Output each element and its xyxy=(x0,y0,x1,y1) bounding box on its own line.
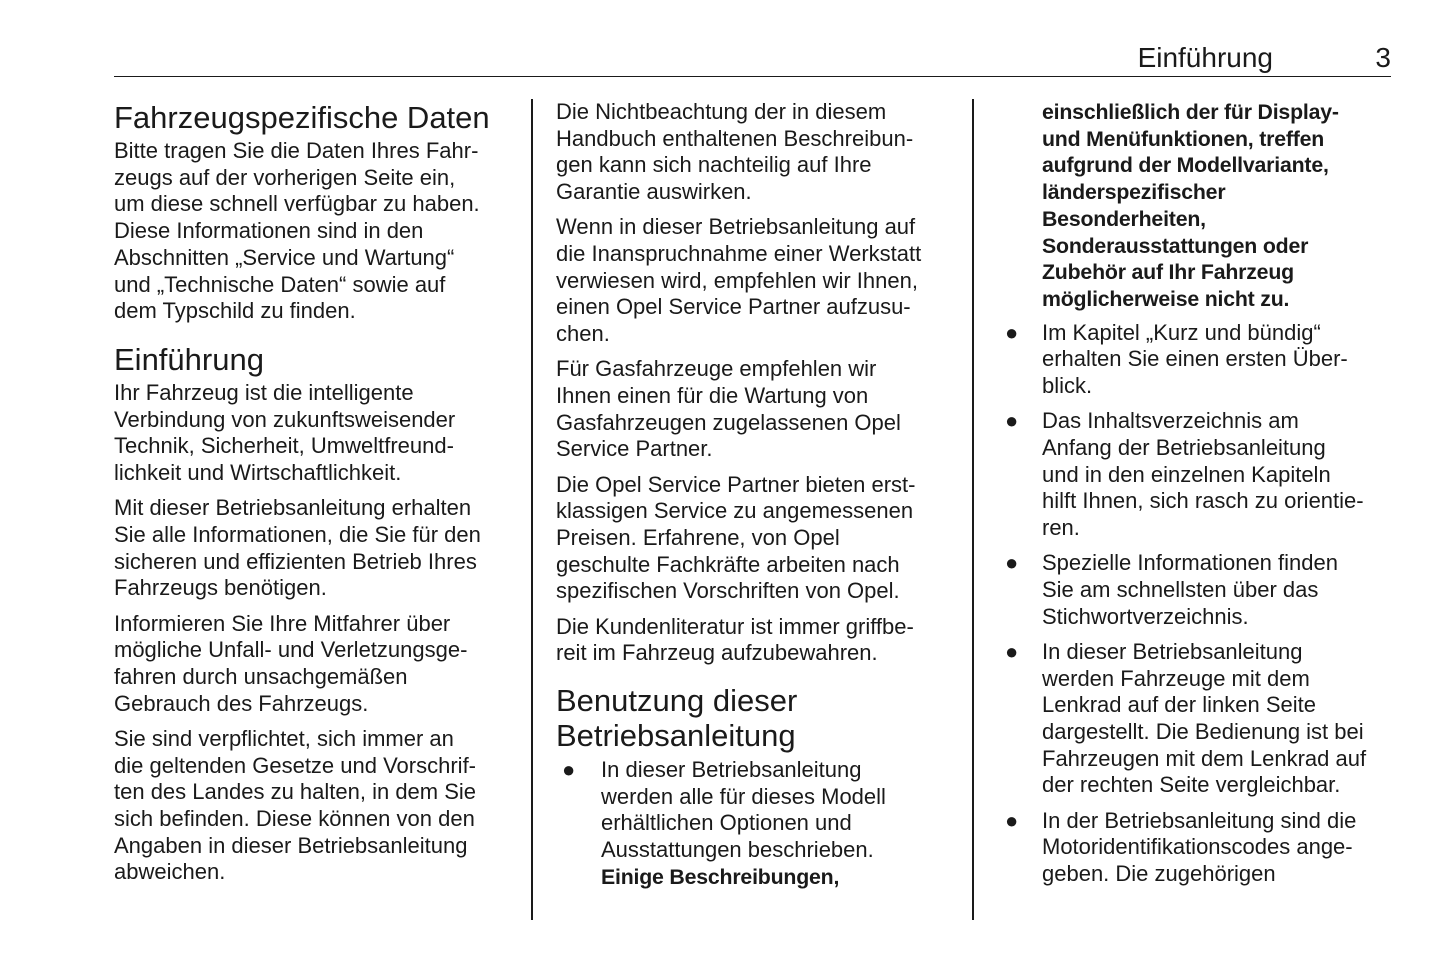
list-item-text: Spezielle Informationen finden Sie am schnellsten über das Stichwortverzeichnis. xyxy=(1042,550,1338,629)
bullet-icon: ● xyxy=(1005,408,1019,434)
column-middle xyxy=(556,99,956,899)
list-item-text: In dieser Betriebsanleitung werden Fahrzeuge mit dem Lenkrad auf der linken Seite dargestellt. Die Bedienung ist bei Fahrzeugen mit dem Lenkrad auf der rechten Seite vergleichbar. xyxy=(1042,638,1367,798)
column-divider xyxy=(972,99,974,920)
section-title: Einführung xyxy=(1137,42,1273,73)
list-item xyxy=(1003,320,1397,400)
paragraph: Die Kundenliteratur ist immer griffbe- reit im Fahrzeug aufzubewahren. xyxy=(556,613,914,666)
paragraph: Wenn in dieser Betriebsanleitung auf die Inanspruchnahme einer Werkstatt verwiesen wird, empfehlen wir Ihnen, einen Opel Service Partner aufzusu- chen. xyxy=(556,214,922,347)
list-item xyxy=(1003,550,1397,630)
list-item-text: In dieser Betriebsanleitung werden alle für dieses Modell erhältlichen Optionen und Ausstattungen beschrieben. xyxy=(601,757,886,863)
paragraph: Sie sind verpflichtet, sich immer an die geltenden Gesetze und Vorschrif- ten des Landes zu halten, in dem Sie sich befinden. Diese können von den Angaben in dieser Betriebsanleitung abweichen. xyxy=(114,725,477,885)
list-item-text: Das Inhaltsverzeichnis am Anfang der Betriebsanleitung und in den einzelnen Kapiteln hilft Ihnen, sich rasch zu orientie- ren. xyxy=(1042,408,1364,541)
list-item-bold-text: Einige Beschreibungen, xyxy=(601,864,840,889)
list-item xyxy=(1003,639,1397,799)
column-left xyxy=(114,99,516,895)
paragraph: Die Nichtbeachtung der in diesem Handbuch enthaltenen Beschreibun- gen kann sich nachteilig auf Ihre Garantie auswirken. xyxy=(556,99,914,205)
list-item-text: In der Betriebsanleitung sind die Motoridentifikationscodes ange- geben. Die zugehörigen xyxy=(1042,807,1357,886)
page-number: 3 xyxy=(1375,42,1391,73)
paragraph: Mit dieser Betriebsanleitung erhalten Sie alle Informationen, die Sie für den sicheren und effizienten Betrieb Ihres Fahrzeugs benötigen. xyxy=(114,495,481,601)
list-item xyxy=(1003,408,1397,542)
heading-introduction: Einführung xyxy=(114,341,264,377)
bold-continuation: einschließlich der für Display- und Menüfunktionen, treffen aufgrund der Modellvariante, länderspezifischer Besonderheiten, Sonderausstattungen oder Zubehör auf Ihr Fahrzeug möglicherweise nicht zu. xyxy=(1042,100,1339,311)
bullet-icon: ● xyxy=(1005,807,1019,833)
paragraph: Ihr Fahrzeug ist die intelligente Verbindung von zukunftsweisender Technik, Sicherheit, Umweltfreund- lichkeit und Wirtschaftlichkeit. xyxy=(114,379,456,486)
column-divider xyxy=(531,99,533,920)
paragraph: Für Gasfahrzeuge empfehlen wir Ihnen einen für die Wartung von Gasfahrzeugen zugelassenen Opel Service Partner. xyxy=(556,356,901,462)
list-item-text: Im Kapitel „Kurz und bündig“ erhalten Sie einen ersten Über- blick. xyxy=(1042,319,1348,399)
bullet-icon: ● xyxy=(1005,550,1019,576)
heading-using-manual: Benutzung dieser Betriebsanleitung xyxy=(556,683,798,754)
list-item xyxy=(556,757,956,891)
page-header xyxy=(114,40,1391,77)
paragraph: Die Opel Service Partner bieten erst- klassigen Service zu angemessenen Preisen. Erfahrene, von Opel geschulte Fachkräfte arbeiten nach spezifischen Vorschriften von Opel. xyxy=(556,471,916,604)
bullet-icon: ● xyxy=(1005,638,1019,664)
column-right xyxy=(1003,99,1397,896)
list-item xyxy=(1003,808,1397,888)
bullet-icon: ● xyxy=(562,757,576,783)
paragraph: Informieren Sie Ihre Mitfahrer über mögliche Unfall- und Verletzungsge- fahren durch unsachgemäßen Gebrauch des Fahrzeugs. xyxy=(114,610,468,716)
heading-vehicle-data: Fahrzeugspezifische Daten xyxy=(114,100,490,135)
bullet-icon: ● xyxy=(1005,319,1019,345)
paragraph: Bitte tragen Sie die Daten Ihres Fahr- zeugs auf der vorherigen Seite ein, um diese schnell verfügbar zu haben. Diese Informationen sind in den Abschnitten „Service und Wartung“ und „Technische Daten“ sowie auf dem Typschild zu finden. xyxy=(114,138,480,324)
